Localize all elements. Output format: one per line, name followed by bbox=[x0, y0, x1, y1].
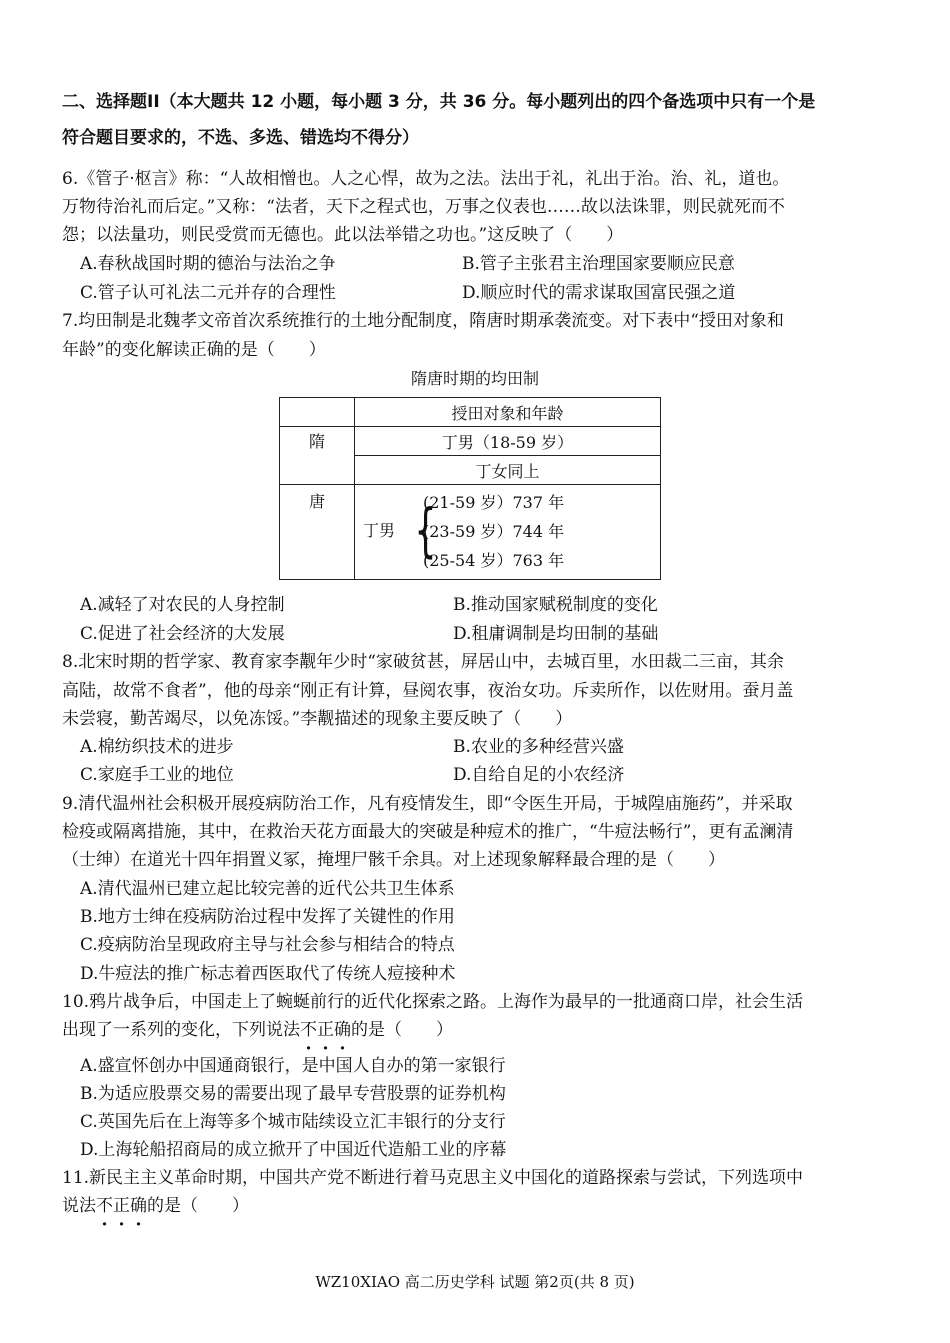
page-footer: WZ10XIAO 高二历史学科 试题 第2页(共 8 页) bbox=[315, 1273, 635, 1291]
q10-option-c: C.英国先后在上海等多个城市陆续设立汇丰银行的分支行 bbox=[80, 1112, 506, 1132]
q7-stem-line2: 年龄”的变化解读正确的是（ ） bbox=[62, 340, 326, 360]
q8-option-d: D.自给自足的小农经济 bbox=[453, 765, 625, 785]
q8-option-b: B.农业的多种经营兴盛 bbox=[453, 737, 624, 757]
sui-label-cell: 隋 bbox=[280, 427, 355, 485]
sui-row1-cell: 丁男（18-59 岁） bbox=[355, 427, 661, 456]
q8-stem-line3: 未尝寝，勤苦竭尽，以免冻馁。”李觏描述的现象主要反映了（ ） bbox=[62, 709, 573, 729]
q8-option-a: A.棉纺织技术的进步 bbox=[80, 737, 234, 757]
q7-option-b: B.推动国家赋税制度的变化 bbox=[453, 595, 658, 615]
emphasis-char: 不 bbox=[300, 1020, 317, 1040]
emphasis-char: 确 bbox=[130, 1196, 147, 1216]
q8-stem-line1: 8.北宋时期的哲学家、教育家李觏年少时“家破贫甚，屏居山中，去城百里，水田裁二三亩，其余 bbox=[62, 652, 784, 672]
q7-stem-line1: 7.均田制是北魏孝文帝首次系统推行的土地分配制度，隋唐时期承袭流变。对下表中“授田对象和 bbox=[62, 311, 784, 331]
q8-stem-line2: 高陆，故常不食者”，他的母亲“刚正有计算，昼阅农事，夜治女功。斥卖所作，以佐财用。蚕月盖 bbox=[62, 681, 794, 701]
section-header-line1: 二、选择题II（本大题共 12 小题，每小题 3 分，共 36 分。每小题列出的四个备选项中只有一个是 bbox=[62, 92, 816, 112]
tang-brace-label: 丁男 bbox=[363, 521, 396, 540]
q6-option-c: C.管子认可礼法二元并存的合理性 bbox=[80, 283, 336, 303]
q9-stem-line2: 检疫或隔离措施，其中，在救治天花方面最大的突破是种痘术的推广，“牛痘法畅行”，更有孟澜清 bbox=[62, 822, 794, 842]
q6-option-d: D.顺应时代的需求谋取国富民强之道 bbox=[462, 283, 736, 303]
q6-stem-line1: 6.《管子·枢言》称：“人故相憎也。人之心悍，故为之法。法出于礼，礼出于治。治、礼，道也。 bbox=[62, 169, 790, 189]
q7-option-c: C.促进了社会经济的大发展 bbox=[80, 624, 285, 644]
sui-row2-cell: 丁女同上 bbox=[355, 456, 661, 485]
emphasis-char: 正 bbox=[113, 1196, 130, 1216]
emphasis-char: 不 bbox=[96, 1196, 113, 1216]
q10-stem-pre: 出现了一系列的变化，下列说法 bbox=[62, 1020, 300, 1040]
tang-brace-group bbox=[355, 488, 660, 576]
q7-option-d: D.租庸调制是均田制的基础 bbox=[453, 624, 659, 644]
q11-stem-pre: 说法 bbox=[62, 1196, 96, 1216]
tang-row-3: (25-54 岁）763 年 bbox=[423, 551, 565, 570]
tang-row-2: (23-59 岁）744 年 bbox=[423, 522, 565, 541]
q9-stem-line3: （士绅）在道光十四年捐置义冢，掩埋尸骸千余具。对上述现象解释最合理的是（ ） bbox=[62, 850, 725, 870]
emphasis-char: 正 bbox=[317, 1020, 334, 1040]
q7-option-a: A.减轻了对农民的人身控制 bbox=[80, 595, 285, 615]
q9-option-c: C.疫病防治呈现政府主导与社会参与相结合的特点 bbox=[80, 935, 455, 955]
q7-table-title: 隋唐时期的均田制 bbox=[410, 369, 539, 388]
table-corner-cell bbox=[280, 398, 355, 427]
q10-stem-line2 bbox=[62, 1016, 453, 1044]
tang-content-cell bbox=[355, 485, 661, 580]
q6-option-b: B.管子主张君主治理国家要顺应民意 bbox=[462, 254, 735, 274]
q11-stem-post: 的是（ ） bbox=[147, 1196, 249, 1216]
curly-brace-icon: { bbox=[414, 496, 437, 564]
q10-emphasis-not-correct bbox=[300, 1020, 351, 1040]
table-header-cell: 授田对象和年龄 bbox=[355, 398, 661, 427]
q8-option-c: C.家庭手工业的地位 bbox=[80, 765, 234, 785]
tang-row-1: (21-59 岁）737 年 bbox=[423, 493, 565, 512]
q10-option-b: B.为适应股票交易的需要出现了最早专营股票的证券机构 bbox=[80, 1084, 506, 1104]
q11-emphasis-not-correct bbox=[96, 1196, 147, 1216]
q11-stem-line1: 11.新民主主义革命时期，中国共产党不断进行着马克思主义中国化的道路探索与尝试，下列选项中 bbox=[62, 1168, 804, 1188]
q6-stem-line2: 万物待治礼而后定。”又称：“法者，天下之程式也，万事之仪表也……故以法诛罪，则民就死而不 bbox=[62, 197, 785, 217]
q10-option-a: A.盛宣怀创办中国通商银行，是中国人自办的第一家银行 bbox=[80, 1056, 506, 1076]
q6-stem-line3: 怨；以法量功，则民受赏而无德也。此以法举错之功也。”这反映了（ ） bbox=[62, 225, 624, 245]
q11-stem-line2 bbox=[62, 1192, 249, 1220]
section-header-line2: 符合题目要求的，不选、多选、错选均不得分） bbox=[62, 128, 419, 148]
q9-option-d: D.牛痘法的推广标志着西医取代了传统人痘接种术 bbox=[80, 964, 456, 984]
q9-option-a: A.清代温州已建立起比较完善的近代公共卫生体系 bbox=[80, 879, 455, 899]
tang-label-cell: 唐 bbox=[280, 485, 355, 580]
q9-stem-line1: 9.清代温州社会积极开展疫病防治工作，凡有疫情发生，即“令医生开局，于城隍庙施药”，并采取 bbox=[62, 794, 793, 814]
q10-stem-post: 的是（ ） bbox=[351, 1020, 453, 1040]
emphasis-char: 确 bbox=[334, 1020, 351, 1040]
q9-option-b: B.地方士绅在疫病防治过程中发挥了关键性的作用 bbox=[80, 907, 455, 927]
q10-stem-line1: 10.鸦片战争后，中国走上了蜿蜒前行的近代化探索之路。上海作为最早的一批通商口岸，社会生活 bbox=[62, 992, 804, 1012]
q6-option-a: A.春秋战国时期的德治与法治之争 bbox=[80, 254, 336, 274]
q10-option-d: D.上海轮船招商局的成立掀开了中国近代造船工业的序幕 bbox=[80, 1140, 507, 1160]
q7-land-table bbox=[279, 397, 661, 580]
